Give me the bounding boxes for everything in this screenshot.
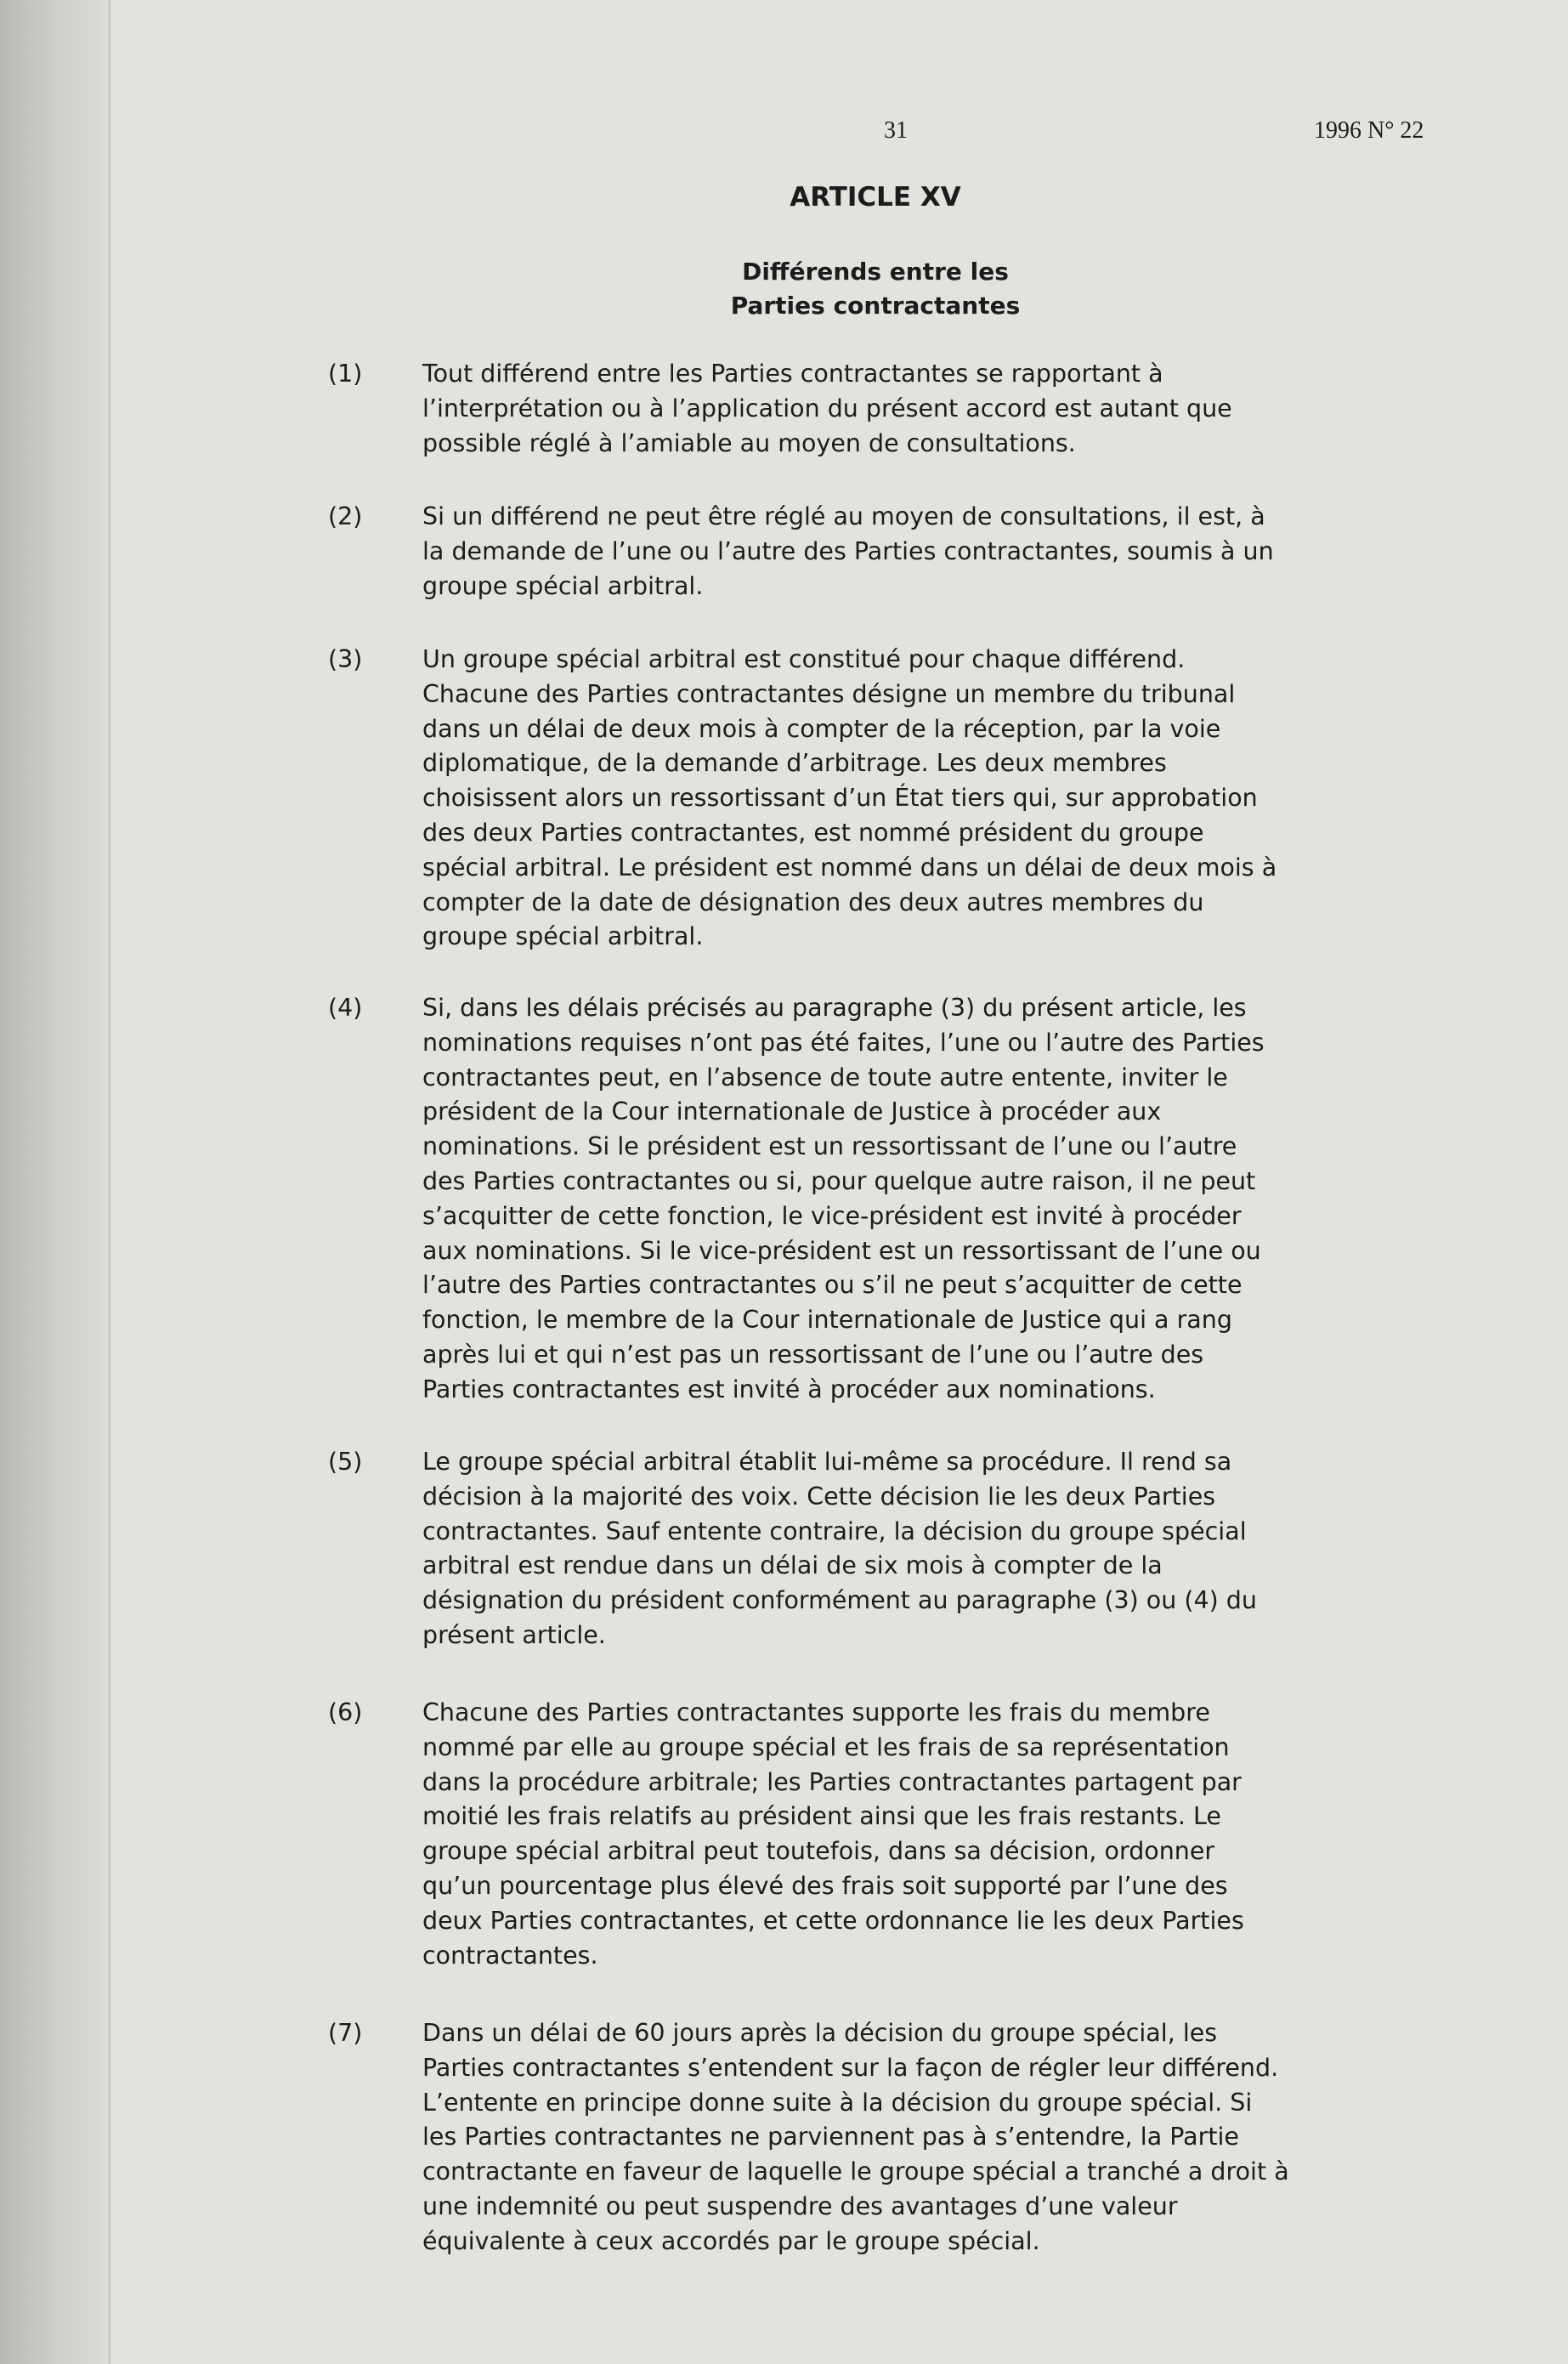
- paragraph-number: (7): [328, 2019, 363, 2047]
- paragraph-text: Le groupe spécial arbitral établit lui-même sa procédure. Il rend sa décision à la majorité des voix. Cette décision lie les deux Parties contractantes. Sauf entente contraire, la décision du groupe spécial arbitral est rendue dans un délai de six mois à compter de la désignation du président conformément au paragraphe (3) ou (4) du présent article.: [422, 1448, 1257, 1649]
- paragraph-text: Dans un délai de 60 jours après la décision du groupe spécial, les Parties contractantes s’entendent sur la façon de régler leur différend. L’entente en principe donne suite à la décision du groupe spécial. Si les Parties contractantes ne parviennent pas à s’entendre, la Partie contractante en faveur de laquelle le groupe spécial a tranché a droit à une indemnité ou peut suspendre des avantages d’une valeur équivalente à ceux accordés par le groupe spécial.: [422, 2019, 1289, 2255]
- paragraph-text: Si un différend ne peut être réglé au moyen de consultations, il est, à la demande de l’une ou l’autre des Parties contractantes, soumis à un groupe spécial arbitral.: [422, 502, 1274, 600]
- paragraph-number: (1): [328, 360, 363, 388]
- document-reference: 1996 N° 22: [1314, 117, 1424, 144]
- article-title: ARTICLE XV: [790, 182, 961, 213]
- paragraph-number: (4): [328, 994, 363, 1022]
- paragraph-number: (3): [328, 645, 363, 673]
- paragraph-text: Un groupe spécial arbitral est constitué pour chaque différend. Chacune des Parties contractantes désigne un membre du tribunal dans un délai de deux mois à compter de la réception, par la voie diplomatique, de la demande d’arbitrage. Les deux membres choisissent alors un ressortissant d’un État tiers qui, sur approbation des deux Parties contractantes, est nommé président du groupe spécial arbitral. Le président est nommé dans un délai de deux mois à compter de la date de désignation des deux autres membres du groupe spécial arbitral.: [422, 645, 1277, 951]
- paragraph-text: Tout différend entre les Parties contractantes se rapportant à l’interprétation ou à l’application du présent accord est autant que possible réglé à l’amiable au moyen de consultations.: [422, 360, 1232, 457]
- paragraph-text: Chacune des Parties contractantes supporte les frais du membre nommé par elle au groupe spécial et les frais de sa représentation dans la procédure arbitrale; les Parties contractantes partagent par moitié les frais relatifs au président ainsi que les frais restants. Le groupe spécial arbitral peut toutefois, dans sa décision, ordonner qu’un pourcentage plus élevé des frais soit supporté par l’une des deux Parties contractantes, et cette ordonnance lie les deux Parties contractantes.: [422, 1698, 1244, 1970]
- page-number: 31: [884, 117, 908, 144]
- binding-gutter: [0, 0, 102, 2364]
- paragraph-number: (5): [328, 1448, 363, 1476]
- paragraph-number: (6): [328, 1698, 363, 1726]
- paragraph-text: Si, dans les délais précisés au paragraphe (3) du présent article, les nominations requises n’ont pas été faites, l’une ou l’autre des Parties contractantes peut, en l’absence de toute autre entente, inviter le président de la Cour internationale de Justice à procéder aux nominations. Si le président est un ressortissant de l’une ou l’autre des Parties contractantes ou si, pour quelque autre raison, il ne peut s’acquitter de cette fonction, le vice-président est invité à procéder aux nominations. Si le vice-président est un ressortissant de l’une ou l’autre des Parties contractantes ou s’il ne peut s’acquitter de cette fonction, le membre de la Cour internationale de Justice qui a rang après lui et qui n’est pas un ressortissant de l’une ou l’autre des Parties contractantes est invité à procéder aux nominations.: [422, 994, 1265, 1403]
- article-subtitle: Différends entre les Parties contractantes: [730, 258, 1021, 320]
- paragraph-number: (2): [328, 502, 363, 530]
